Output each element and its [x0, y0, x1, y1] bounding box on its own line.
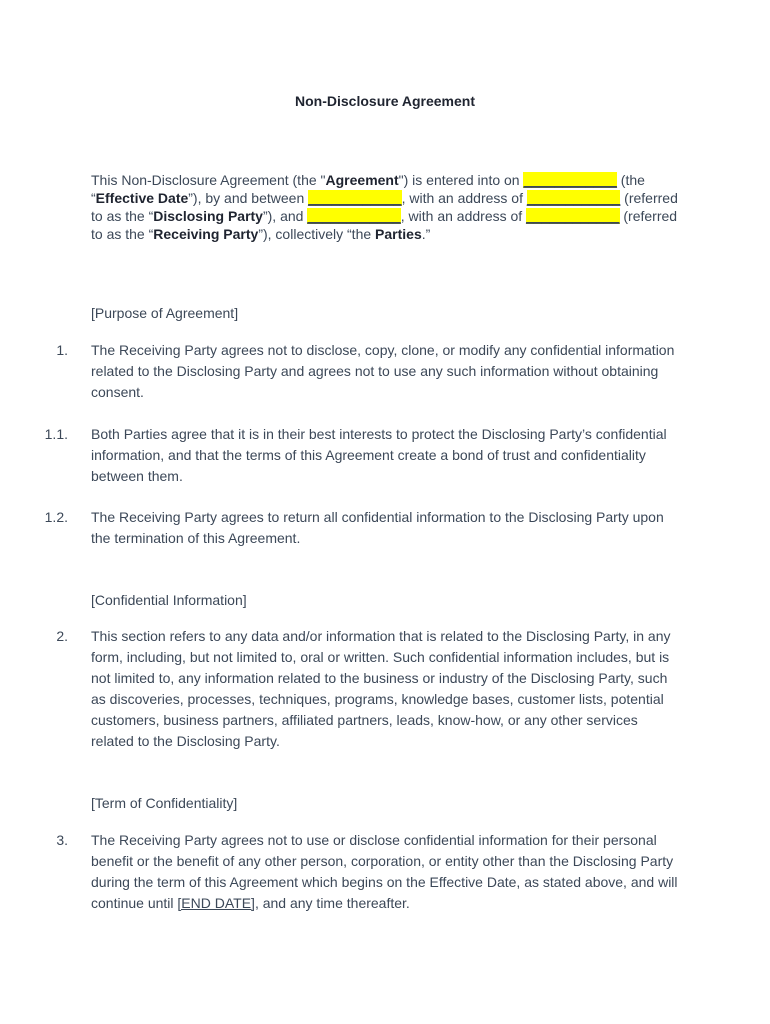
disclosing-party-address-blank[interactable]: ____________: [526, 190, 621, 206]
intro-text: This Non-Disclosure Agreement (the ": [91, 172, 326, 188]
intro-text: (referred to as the “: [91, 208, 678, 242]
disclosing-party-name-blank[interactable]: ____________: [308, 190, 402, 206]
clause-text: Both Parties agree that it is in their best interests to protect the Disclosing Party’s confidential information, and that the terms of this Agreement create a bond of trust and confidentiality between them.: [91, 426, 667, 484]
intro-text: ”), collectively “the: [258, 226, 376, 242]
clause-text: The Receiving Party agrees to return all confidential information to the Disclosing Party upon the termination of this Agreement.: [91, 509, 664, 546]
term-effective-date: Effective Date: [95, 190, 189, 206]
end-date-placeholder[interactable]: [END DATE]: [177, 895, 255, 911]
section-heading-confidential: [Confidential Information]: [91, 592, 247, 608]
term-disclosing-party: Disclosing Party: [153, 208, 263, 224]
intro-text: , with an address of: [400, 208, 527, 224]
clause-number: 1.2.: [44, 509, 68, 525]
clause-text-part: The Receiving Party agrees not to use or disclose confidential information for their personal benefit or the benefit of any other person, corporation, or entity other than the Disclosing Party during the term of this Agreement which begins on the Effective Date, as stated above, and will continue until: [91, 832, 678, 911]
clause-number: 3.: [56, 832, 68, 848]
intro-text: .”: [421, 226, 431, 242]
section-heading-term: [Term of Confidentiality]: [91, 795, 238, 811]
clause-text-part: , and any time thereafter.: [254, 895, 410, 911]
intro-text: ”), and: [262, 208, 308, 224]
term-agreement: Agreement: [325, 172, 399, 188]
clause-text: This section refers to any data and/or information that is related to the Disclosing Party, in any form, including, but not limited to, oral or written. Such confidential information includes, but is not limited to, any information related to the business or industry of the Disclosing Party, such as discoveries, processes, techniques, programs, knowledge bases, customer lists, potential customers, business partners, affiliated partners, leads, know-how, or any other services related to the Disclosing Party.: [91, 628, 671, 749]
clause-text: [91, 830, 681, 914]
intro-text: ") is entered into on: [398, 172, 524, 188]
section-heading-purpose: [Purpose of Agreement]: [91, 305, 239, 321]
document-title: Non-Disclosure Agreement: [295, 93, 475, 109]
intro-paragraph: [91, 171, 691, 243]
clause-text: The Receiving Party agrees not to disclose, copy, clone, or modify any confidential information related to the Disclosing Party and agrees not to use any such information without obtaining consent.: [91, 342, 675, 400]
date-blank-field[interactable]: ____________: [523, 172, 617, 188]
clause-number: 1.: [56, 342, 68, 358]
receiving-party-address-blank[interactable]: ____________: [526, 208, 620, 224]
clause-number: 2.: [56, 628, 68, 644]
term-parties: Parties: [375, 226, 422, 242]
intro-text: (referred to as the “: [91, 190, 678, 224]
term-receiving-party: Receiving Party: [153, 226, 259, 242]
receiving-party-name-blank[interactable]: ____________: [307, 208, 401, 224]
intro-text: ”), by and between: [188, 190, 309, 206]
intro-text: (the “: [91, 172, 645, 206]
intro-text: , with an address of: [401, 190, 527, 206]
clause-number: 1.1.: [44, 426, 68, 442]
